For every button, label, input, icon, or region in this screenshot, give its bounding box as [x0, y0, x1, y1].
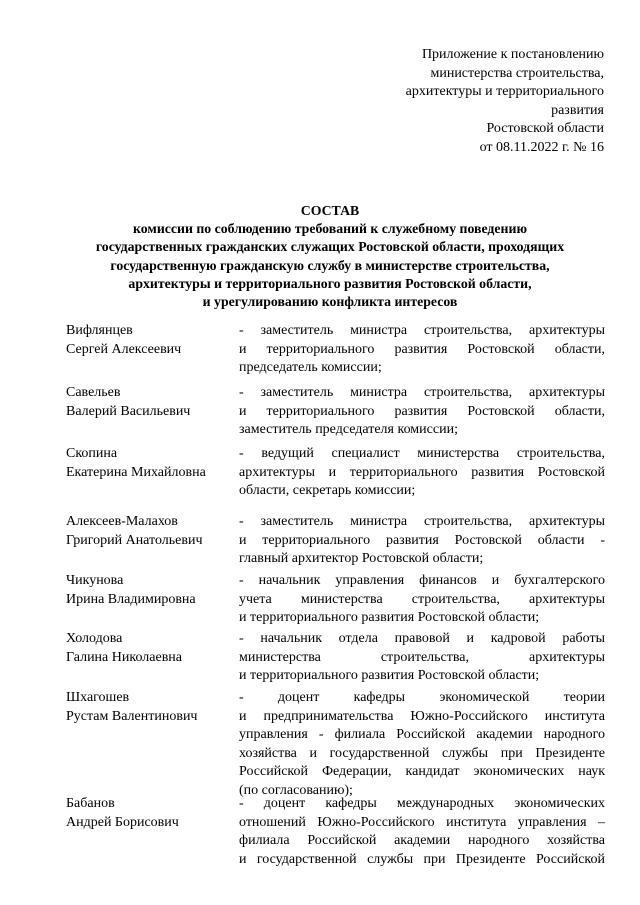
member-position	[239, 630, 605, 686]
position-line: филиала Российской академии народного хозяйства	[239, 833, 605, 849]
member-surname: Холодова	[66, 631, 123, 646]
member-row	[66, 795, 606, 869]
position-line: - начальник управления финансов и бухгалтерского	[239, 573, 605, 588]
position-line: Российской Федерации, кандидат экономических наук	[239, 764, 605, 780]
position-line: - начальник отдела правовой и кадровой работы	[239, 631, 605, 646]
position-line: - заместитель министра строительства, архитектуры	[239, 385, 605, 400]
position-line: учета министерства строительства, архитектуры	[239, 591, 605, 607]
position-line: - доцент кафедры международных экономических	[239, 796, 605, 811]
member-surname: Шхагошев	[66, 690, 130, 705]
member-position	[239, 572, 605, 628]
title-line: государственную гражданскую службу в министерстве строительства,	[110, 257, 550, 273]
position-line: главный архитектор Ростовской области;	[239, 551, 484, 567]
member-position	[239, 513, 605, 569]
member-row	[66, 513, 606, 569]
position-line: - заместитель министра строительства, архитектуры	[239, 514, 605, 529]
position-line: и территориального развития Ростовской области;	[239, 668, 540, 684]
member-given-name: Ирина Владимировна	[66, 591, 196, 607]
position-line: и территориального развития Ростовской области -	[239, 532, 605, 548]
appendix-line: развития	[551, 102, 604, 118]
appendix-line: министерства строительства,	[430, 65, 604, 81]
position-line: архитектуры и территориального развития Ростовской	[239, 464, 605, 480]
appendix-header	[344, 46, 604, 158]
position-line: - заместитель министра строительства, архитектуры	[239, 323, 605, 338]
member-row	[66, 572, 606, 628]
member-name	[66, 795, 239, 869]
member-position	[239, 445, 605, 501]
member-surname: Алексеев-Малахов	[66, 514, 178, 529]
document-title	[40, 202, 620, 311]
member-surname: Чикунова	[66, 573, 124, 588]
appendix-line: от 08.11.2022 г. № 16	[479, 139, 604, 155]
member-given-name: Андрей Борисович	[66, 814, 179, 830]
member-row	[66, 630, 606, 686]
position-line: отношений Южно-Российского института управления –	[239, 814, 605, 830]
position-line: министерства строительства, архитектуры	[239, 649, 605, 665]
position-line: (по согласованию);	[239, 782, 353, 798]
member-name	[66, 384, 239, 440]
member-position	[239, 795, 605, 869]
position-line: управления - филиала Российской академии народного	[239, 727, 605, 743]
position-line: - ведущий специалист министерства строительства,	[239, 446, 605, 461]
position-line: и предпринимательства Южно-Российского института	[239, 708, 605, 724]
member-surname: Бабанов	[66, 796, 115, 811]
member-position	[239, 384, 605, 440]
position-line: и территориального развития Ростовской области,	[239, 403, 605, 419]
title-line: архитектуры и территориального развития Ростовской области,	[128, 275, 532, 291]
member-given-name: Екатерина Михайловна	[66, 464, 206, 480]
position-line: и территориального развития Ростовской области,	[239, 341, 605, 357]
appendix-line: архитектуры и территориального	[405, 84, 604, 100]
position-line: хозяйства и государственной службы при Президенте	[239, 745, 605, 761]
member-row	[66, 322, 606, 378]
member-row	[66, 384, 606, 440]
position-line: и государственной службы при Президенте Российской	[239, 851, 605, 867]
member-name	[66, 689, 239, 801]
member-given-name: Рустам Валентинович	[66, 708, 198, 724]
appendix-line: Приложение к постановлению	[421, 47, 604, 62]
appendix-line: Ростовской области	[486, 121, 604, 137]
member-position	[239, 689, 605, 801]
title-heading: СОСТАВ	[300, 203, 360, 218]
member-name	[66, 513, 239, 569]
position-line: председатель комиссии;	[239, 360, 382, 376]
position-line: - доцент кафедры экономической теории	[239, 690, 605, 705]
member-row	[66, 689, 606, 801]
title-line: государственных гражданских служащих Ростовской области, проходящих	[95, 239, 565, 255]
member-position	[239, 322, 605, 378]
member-name	[66, 445, 239, 501]
member-given-name: Сергей Алексеевич	[66, 341, 182, 357]
member-row	[66, 445, 606, 501]
member-given-name: Галина Николаевна	[66, 649, 183, 665]
member-given-name: Григорий Анатольевич	[66, 532, 203, 548]
member-name	[66, 322, 239, 378]
member-name	[66, 572, 239, 628]
position-line: заместитель председателя комиссии;	[239, 422, 458, 438]
member-surname: Савельев	[66, 385, 121, 400]
member-surname: Скопина	[66, 446, 118, 461]
member-given-name: Валерий Васильевич	[66, 403, 191, 419]
member-name	[66, 630, 239, 686]
title-line: комиссии по соблюдению требований к служебному поведению	[133, 221, 527, 237]
title-line: и урегулированию конфликта интересов	[202, 294, 458, 310]
position-line: и территориального развития Ростовской области;	[239, 610, 540, 626]
position-line: области, секретарь комиссии;	[239, 483, 416, 499]
member-surname: Вифлянцев	[66, 323, 133, 338]
